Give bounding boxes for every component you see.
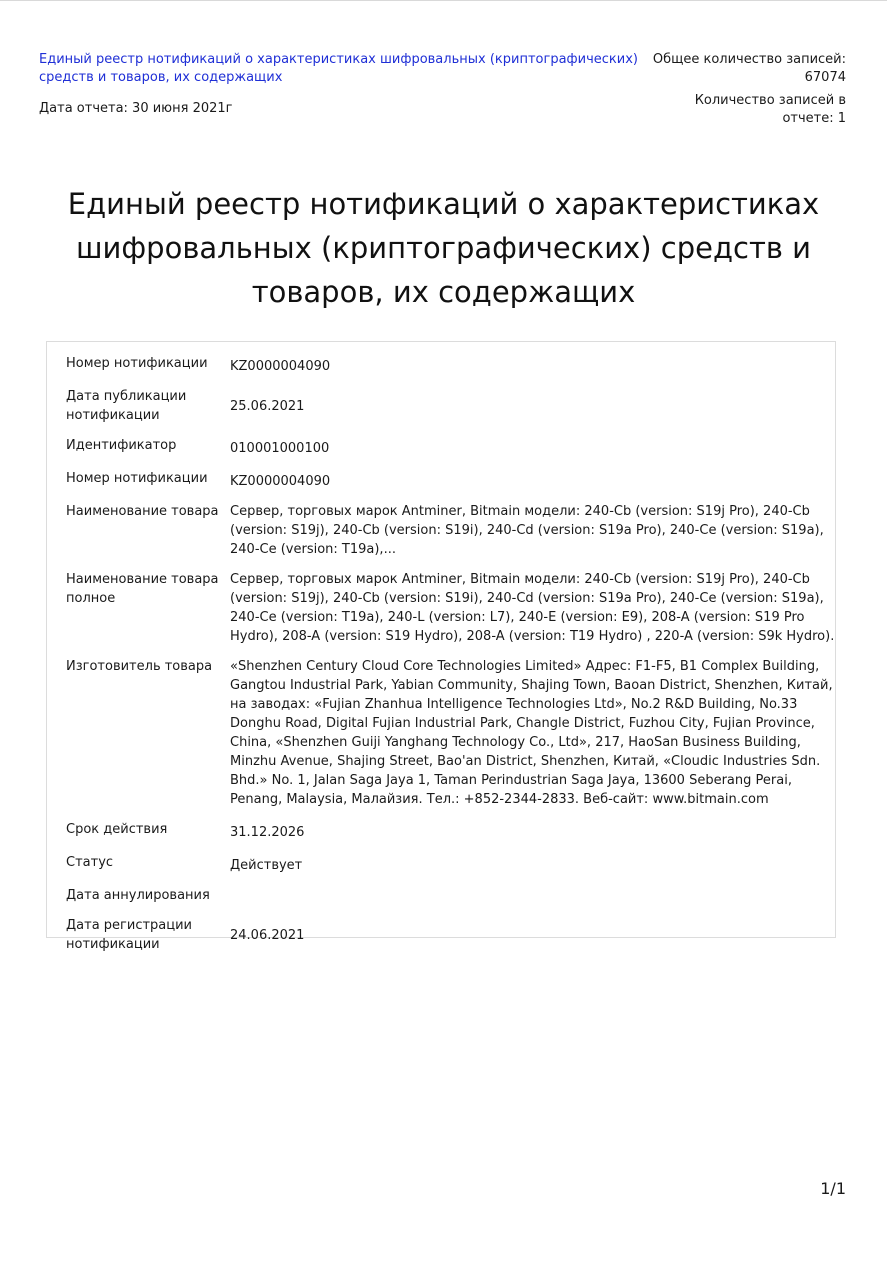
field-value: «Shenzhen Century Cloud Core Technologies Limited» Адрес: F1-F5, B1 Complex Building, Gangtou Industrial Park, Yabian Community, Shajing Town, Baoan District, Shenzhen, Китай, на заводах: «Fujian Zhanhua Intelligence Technologies Ltd», No.2 R&D Building, No.33 Donghu Road, Digital Fujian Industrial Park, Changle District, Fuzhou City, Fujian Province, China, «Shenzhen Guiji Yanghang Technology Co., Ltd», 217, HaoSan Business Building, Minzhu Avenue, Shajing Street, Bao'an District, Shenzhen, Китай, «Cloudic Industries Sdn. Bhd.» No. 1, Jalan Saga Jaya 1, Taman Perindustrian Saga Jaya, 13600 Seberang Perai, Penang, Malaysia, Малайзия. Тел.: +852-2344-2833. Веб-сайт: www.bitmain.com — [230, 659, 833, 807]
total-records-label: Общее количество записей: — [652, 52, 846, 67]
record-row-product-name — [47, 502, 835, 559]
field-value: 24.06.2021 — [230, 928, 305, 943]
field-value: Действует — [230, 858, 303, 873]
notification-record-card — [46, 341, 836, 952]
field-label: Статус — [66, 855, 114, 870]
report-date: Дата отчета: 30 июня 2021г — [39, 101, 233, 116]
record-row-status — [47, 853, 835, 875]
field-label: Изготовитель товара — [66, 659, 213, 674]
page-title: Единый реестр нотификаций о характеристиках шифровальных (криптографических) средств и товаров, их содержащих — [67, 187, 820, 309]
record-row-registration-date — [47, 916, 835, 954]
record-row-identifier — [47, 436, 835, 458]
page-number: 1/1 — [820, 1179, 846, 1198]
field-label: Номер нотификации — [66, 471, 208, 486]
field-label: Наименование товара полное — [66, 572, 219, 606]
record-row-publication-date — [47, 387, 835, 425]
registry-header-link[interactable]: Единый реестр нотификаций о характеристиках шифровальных (криптографических) средств и товаров, их содержащих — [39, 52, 638, 85]
field-label: Дата аннулирования — [66, 888, 210, 903]
record-row-validity — [47, 820, 835, 842]
top-divider — [0, 0, 887, 1]
field-label: Наименование товара — [66, 504, 219, 519]
records-summary — [646, 51, 846, 133]
records-in-report-label: Количество записей в — [694, 93, 846, 108]
field-label: Срок действия — [66, 822, 168, 837]
field-value — [230, 886, 835, 905]
field-value: KZ0000004090 — [230, 359, 331, 374]
field-label: Дата публикации нотификации — [66, 389, 187, 423]
field-label: Идентификатор — [66, 438, 177, 453]
total-records-value: 67074 — [804, 70, 846, 85]
field-value: Сервер, торговых марок Antminer, Bitmain модели: 240-Cb (version: S19j Pro), 240-Cb (version: S19j), 240-Cb (version: S19i), 240-Cd (version: S19a Pro), 240-Ce (version: S19a), 240-Ce (version: T19a), 240-L (version: L7), 240-E (version: E9), 208-A (version: S19 Pro Hydro), 208-A (version: S19 Hydro), 208-A (version: T19 Hydro) , 220-A (version: S9k Hydro). — [230, 572, 835, 644]
field-label: Дата регистрации нотификации — [66, 918, 193, 952]
record-row-notification-number-2 — [47, 469, 835, 491]
field-value: 31.12.2026 — [230, 825, 305, 840]
field-value: Сервер, торговых марок Antminer, Bitmain модели: 240-Cb (version: S19j Pro), 240-Cb (version: S19j), 240-Cb (version: S19i), 240-Cd (version: S19a Pro), 240-Ce (version: S19a), 240-Ce (version: T19a),... — [230, 504, 824, 557]
record-row-manufacturer — [47, 657, 835, 809]
record-row-annulment-date — [47, 886, 835, 905]
record-row-notification-number — [47, 354, 835, 376]
field-value: KZ0000004090 — [230, 474, 331, 489]
record-row-product-name-full — [47, 570, 835, 646]
records-in-report-value: отчете: 1 — [782, 111, 846, 126]
field-label: Номер нотификации — [66, 356, 208, 371]
field-value: 25.06.2021 — [230, 399, 305, 414]
field-value: 010001000100 — [230, 441, 330, 456]
